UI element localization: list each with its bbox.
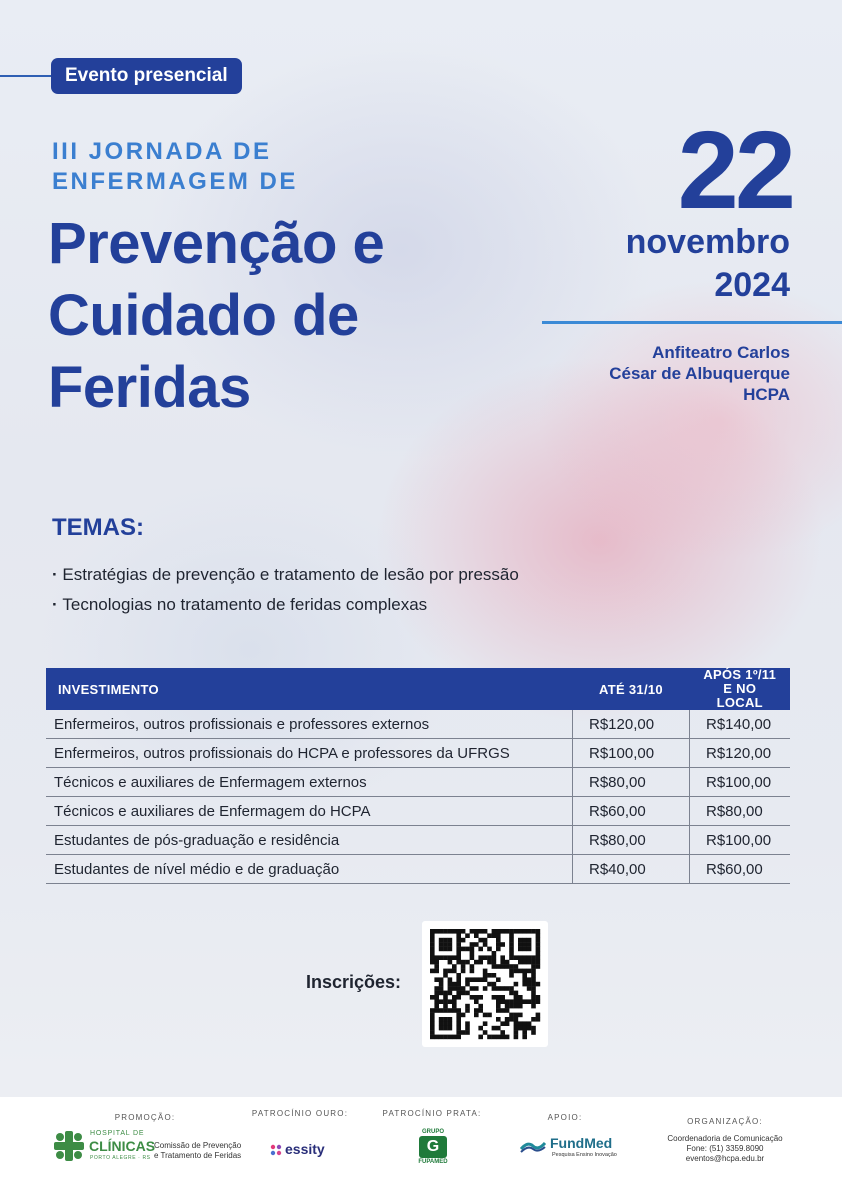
row-price-late: R$140,00 bbox=[690, 710, 791, 739]
hospital-logo-line-3: PORTO ALEGRE · RS bbox=[90, 1155, 151, 1161]
venue-line-1: Anfiteatro Carlos bbox=[652, 343, 790, 362]
essity-wordmark: essity bbox=[285, 1141, 325, 1157]
registration-label: Inscrições: bbox=[306, 972, 402, 992]
venue-line-3: HCPA bbox=[743, 385, 790, 404]
headline-line-2: Cuidado de bbox=[48, 283, 359, 348]
header-apos-line-2: E NO LOCAL bbox=[716, 681, 763, 710]
hospital-cross-icon bbox=[52, 1129, 86, 1163]
table-row bbox=[46, 855, 790, 884]
hospital-logo-line-2: CLÍNICAS bbox=[89, 1138, 156, 1154]
row-category: Técnicos e auxiliares de Enfermagem externos bbox=[46, 768, 573, 797]
row-category: Estudantes de nível médio e de graduação bbox=[46, 855, 573, 884]
themes-title: TEMAS: bbox=[52, 514, 144, 541]
row-price-late: R$80,00 bbox=[690, 797, 791, 826]
commission-name bbox=[154, 1141, 244, 1161]
essity-dots-icon bbox=[270, 1144, 282, 1156]
row-price-early: R$100,00 bbox=[573, 739, 690, 768]
pricing-table bbox=[46, 668, 790, 884]
event-year: 2024 bbox=[714, 266, 790, 304]
row-price-early: R$60,00 bbox=[573, 797, 690, 826]
event-headline bbox=[48, 208, 528, 424]
fundmed-wordmark: FundMed bbox=[550, 1135, 613, 1151]
row-price-late: R$100,00 bbox=[690, 826, 791, 855]
event-day: 22 bbox=[677, 109, 792, 232]
row-price-late: R$120,00 bbox=[690, 739, 791, 768]
essity-logo bbox=[270, 1141, 340, 1161]
theme-item: · Estratégias de prevenção e tratamento de lesão por pressão bbox=[52, 560, 519, 590]
promocao-label: PROMOÇÃO: bbox=[114, 1113, 176, 1122]
row-price-early: R$120,00 bbox=[573, 710, 690, 739]
row-price-early: R$40,00 bbox=[573, 855, 690, 884]
row-price-late: R$100,00 bbox=[690, 768, 791, 797]
header-investimento: INVESTIMENTO bbox=[46, 668, 573, 710]
header-ate: ATÉ 31/10 bbox=[573, 668, 690, 710]
qr-code-graphic bbox=[422, 921, 548, 1047]
headline-line-1: Prevenção e bbox=[48, 211, 385, 276]
ouro-label: PATROCÍNIO OURO: bbox=[251, 1109, 349, 1118]
prata-label: PATROCÍNIO PRATA: bbox=[382, 1109, 482, 1118]
table-row bbox=[46, 826, 790, 855]
table-row bbox=[46, 739, 790, 768]
pricing-header-row bbox=[46, 668, 790, 710]
fupamed-mark-icon: G bbox=[419, 1136, 447, 1158]
row-category: Estudantes de pós-graduação e residência bbox=[46, 826, 573, 855]
table-row bbox=[46, 797, 790, 826]
org-line-1: Coordenadoria de Comunicação bbox=[667, 1134, 783, 1143]
fupamed-logo-line-1: GRUPO bbox=[421, 1129, 444, 1135]
headline-line-3: Feridas bbox=[48, 355, 251, 420]
header-apos bbox=[690, 668, 791, 710]
event-kicker bbox=[52, 137, 472, 197]
row-category: Enfermeiros, outros profissionais do HCPA e professores da UFRGS bbox=[46, 739, 573, 768]
fundmed-logo bbox=[520, 1135, 620, 1165]
themes-list bbox=[52, 560, 519, 620]
commission-line-2: e Tratamento de Feridas bbox=[154, 1151, 242, 1160]
hospital-clinicas-logo bbox=[52, 1127, 156, 1167]
registration-qr-code[interactable] bbox=[422, 921, 548, 1047]
row-category: Técnicos e auxiliares de Enfermagem do HCPA bbox=[46, 797, 573, 826]
fundmed-wave-icon bbox=[520, 1139, 546, 1153]
header-apos-line-1: APÓS 1º/11 bbox=[703, 667, 777, 682]
org-label: ORGANIZAÇÃO: bbox=[687, 1117, 763, 1126]
row-category: Enfermeiros, outros profissionais e professores externos bbox=[46, 710, 573, 739]
row-price-early: R$80,00 bbox=[573, 768, 690, 797]
fupamed-logo bbox=[410, 1129, 456, 1169]
fupamed-logo-line-2: FUPAMED bbox=[418, 1159, 448, 1165]
org-email[interactable]: eventos@hcpa.edu.br bbox=[685, 1154, 765, 1163]
org-phone: Fone: (51) 3359.8090 bbox=[686, 1144, 764, 1153]
org-contact bbox=[650, 1134, 800, 1164]
commission-line-1: Comissão de Prevenção bbox=[154, 1141, 242, 1150]
row-price-early: R$80,00 bbox=[573, 826, 690, 855]
event-type-badge: Evento presencial bbox=[51, 58, 242, 94]
event-venue bbox=[490, 342, 790, 405]
table-row bbox=[46, 710, 790, 739]
fundmed-tagline: Pesquisa Ensino Inovação bbox=[552, 1152, 617, 1158]
kicker-line-2: ENFERMAGEM DE bbox=[52, 168, 298, 195]
row-price-late: R$60,00 bbox=[690, 855, 791, 884]
sponsors-footer bbox=[0, 1097, 842, 1191]
venue-line-2: César de Albuquerque bbox=[609, 364, 790, 383]
apoio-label: APOIO: bbox=[547, 1113, 583, 1122]
table-row bbox=[46, 768, 790, 797]
hospital-logo-line-1: HOSPITAL DE bbox=[90, 1130, 145, 1137]
date-divider bbox=[542, 321, 842, 324]
event-month: novembro bbox=[625, 223, 790, 261]
kicker-line-1: III JORNADA DE bbox=[52, 138, 272, 165]
theme-item: · Tecnologias no tratamento de feridas complexas bbox=[52, 590, 519, 620]
